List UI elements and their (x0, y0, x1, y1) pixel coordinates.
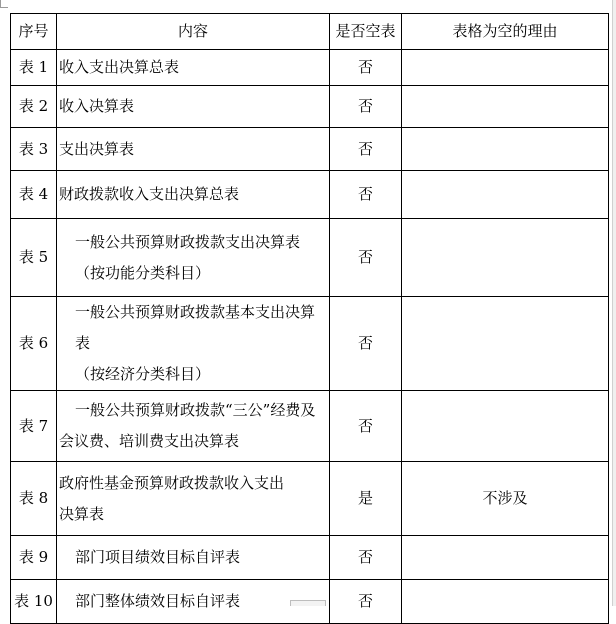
table-row (11, 536, 609, 580)
row-is-empty: 否 (330, 536, 402, 580)
row-serial-number: 表 7 (11, 391, 57, 462)
row-empty-reason (402, 50, 609, 86)
row-empty-reason (402, 391, 609, 462)
row-serial-number: 表 9 (11, 536, 57, 580)
row-content (57, 391, 330, 462)
row-content-line-1: 收入决算表 (59, 97, 135, 115)
row-serial-number: 表 2 (11, 86, 57, 128)
row-is-empty: 否 (330, 86, 402, 128)
row-content-line-1: 政府性基金预算财政拨款收入支出 (59, 473, 285, 492)
table-row (11, 219, 609, 297)
table-row (11, 297, 609, 391)
row-empty-reason (402, 219, 609, 297)
row-is-empty: 否 (330, 580, 402, 624)
row-is-empty: 否 (330, 128, 402, 171)
row-content-line-1: 一般公共预算财政拨款支出决算表 (75, 232, 301, 251)
row-serial-number: 表 4 (11, 171, 57, 219)
right-page-edge (612, 0, 616, 606)
row-content (57, 128, 330, 171)
row-content-line-1: 一般公共预算财政拨款基本支出决算表 (75, 303, 316, 352)
page-corner-mark (0, 0, 8, 8)
row-content (57, 536, 330, 580)
row-content-line-1: 财政拨款收入支出决算总表 (59, 185, 240, 203)
row-content-line-2: 会议费、培训费支出决算表 (59, 432, 240, 450)
header-is-empty: 是否空表 (330, 14, 402, 50)
bottom-scroll-tab (290, 600, 326, 606)
row-empty-reason (402, 171, 609, 219)
row-content (57, 580, 330, 624)
row-content-line-2: （按功能分类科目） (75, 263, 211, 282)
row-content-line-2: 决算表 (59, 504, 105, 523)
row-empty-reason (402, 128, 609, 171)
header-empty-reason: 表格为空的理由 (402, 14, 609, 50)
table-row (11, 128, 609, 171)
row-is-empty: 否 (330, 297, 402, 391)
row-content-line-1: 收入支出决算总表 (59, 58, 180, 76)
row-is-empty: 否 (330, 219, 402, 297)
table-row (11, 171, 609, 219)
row-serial-number: 表 1 (11, 50, 57, 86)
row-empty-reason: 不涉及 (402, 462, 609, 536)
row-empty-reason (402, 580, 609, 624)
row-serial-number: 表 10 (11, 580, 57, 624)
row-serial-number: 表 8 (11, 462, 57, 536)
row-serial-number: 表 3 (11, 128, 57, 171)
row-is-empty: 否 (330, 171, 402, 219)
row-serial-number: 表 5 (11, 219, 57, 297)
row-content-line-1: 部门项目绩效目标自评表 (75, 548, 241, 566)
row-empty-reason (402, 297, 609, 391)
row-is-empty: 否 (330, 50, 402, 86)
row-content (57, 86, 330, 128)
table-row (11, 391, 609, 462)
row-serial-number: 表 6 (11, 297, 57, 391)
row-content-line-1: 支出决算表 (59, 139, 135, 158)
row-content (57, 297, 330, 391)
row-empty-reason (402, 86, 609, 128)
table-row (11, 462, 609, 536)
row-content-line-1: 部门整体绩效目标自评表 (75, 592, 241, 610)
row-content (57, 462, 330, 536)
row-is-empty: 否 (330, 391, 402, 462)
row-content-line-1: 一般公共预算财政拨款“三公”经费及 (75, 401, 316, 419)
row-content-line-2: （按经济分类科目） (75, 365, 211, 383)
row-empty-reason (402, 536, 609, 580)
header-content: 内容 (57, 14, 330, 50)
table-header-row (11, 14, 609, 50)
row-content (57, 171, 330, 219)
table-row (11, 50, 609, 86)
row-content (57, 50, 330, 86)
row-content (57, 219, 330, 297)
row-is-empty: 是 (330, 462, 402, 536)
header-serial-number: 序号 (11, 14, 57, 50)
table-row (11, 86, 609, 128)
report-table-list (10, 13, 609, 624)
